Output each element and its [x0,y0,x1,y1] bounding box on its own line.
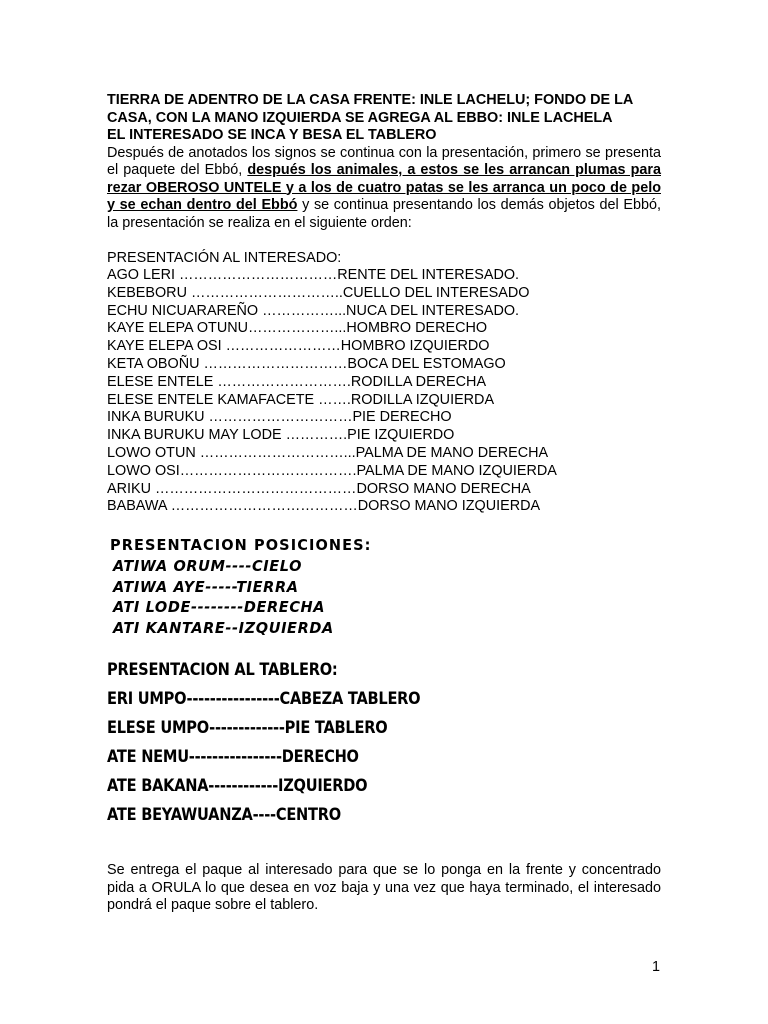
list-item: ARIKU ……………………………………DORSO MANO DERECHA [107,480,531,497]
position-item: ATI KANTARE--IZQUIERDA [113,620,334,638]
heading-line-2: CASA, CON LA MANO IZQUIERDA SE AGREGA AL EBBO: INLE LACHELA [107,109,613,126]
heading [107,92,661,145]
tablero-block [107,656,427,830]
position-item: ATIWA AYE-----TIERRA [113,579,299,596]
tablero-item: ELESE UMPO-------------PIE TABLERO [107,718,388,738]
list-item: AGO LERI ……………………………RENTE DEL INTERESADO. [107,267,520,283]
list-item: BABAWA …………………………………DORSO MANO IZQUIERDA [107,498,541,515]
tablero-item: ATE BAKANA------------IZQUIERDO [107,776,368,796]
positions-title: PRESENTACION POSICIONES: [110,537,372,555]
presentation-list [107,267,661,516]
list-item: ECHU NICUARAREÑO ……………...NUCA DEL INTERESADO. [107,302,520,319]
intro-part-1: Después de anotados los signos se continua con la presentación, primero se presenta el paquete del Ebbó, [107,144,661,178]
intro-part-2: y se continua presentando los demás objetos del Ebbó, la presentación se realiza en el siguiente orden: [107,197,661,231]
list-item: KETA OBOÑU …………………………BOCA DEL ESTOMAGO [107,355,506,372]
tablero-item: ATE BEYAWUANZA----CENTRO [107,805,341,825]
list-item: INKA BURUKU …………………………PIE DERECHO [107,409,452,426]
list-item: INKA BURUKU MAY LODE ………….PIE IZQUIERDO [107,427,455,444]
presentation-title: PRESENTACIÓN AL INTERESADO: [107,249,342,266]
page-number: 1 [652,959,661,975]
tablero-item: ATE NEMU----------------DERECHO [107,747,359,767]
list-item: KEBEBORU …………………………..CUELLO DEL INTERESADO [107,284,530,301]
list-item: KAYE ELEPA OTUNU………………...HOMBRO DERECHO [107,320,488,337]
heading-line-3: EL INTERESADO SE INCA Y BESA EL TABLERO [107,127,437,143]
tablero-title: PRESENTACION AL TABLERO: [107,660,338,680]
list-item: LOWO OTUN …………………………...PALMA DE MANO DERECHA [107,444,549,461]
position-item: ATI LODE--------DERECHA [113,599,326,617]
intro-emphasis: después los animales, a estos se les arrancan plumas para rezar OBEROSO UNTELE y a los de cuatro patas se les arranca un poco de pelo y se echan dentro del Ebbó [107,162,661,213]
tablero-item: ERI UMPO----------------CABEZA TABLERO [107,689,421,709]
intro-paragraph [107,145,661,233]
positions-block [110,536,410,640]
closing-paragraph: Se entrega el paque al interesado para que se lo ponga en la frente y concentrado pida a ORULA lo que desea en voz baja y una vez que haya terminado, el interesado pondrá el paque sobre el tablero. [107,862,661,914]
heading-line-1: TIERRA DE ADENTRO DE LA CASA FRENTE: INLE LACHELU; FONDO DE LA [107,92,634,108]
position-item: ATIWA ORUM----CIELO [113,558,303,576]
list-item: KAYE ELEPA OSI ……………………HOMBRO IZQUIERDO [107,338,490,355]
list-item: ELESE ENTELE ……………………….RODILLA DERECHA [107,373,487,390]
list-item: LOWO OSI……………………………….PALMA DE MANO IZQUIERDA [107,462,557,479]
list-item: ELESE ENTELE KAMAFACETE …….RODILLA IZQUIERDA [107,391,495,408]
main-text [107,92,661,516]
